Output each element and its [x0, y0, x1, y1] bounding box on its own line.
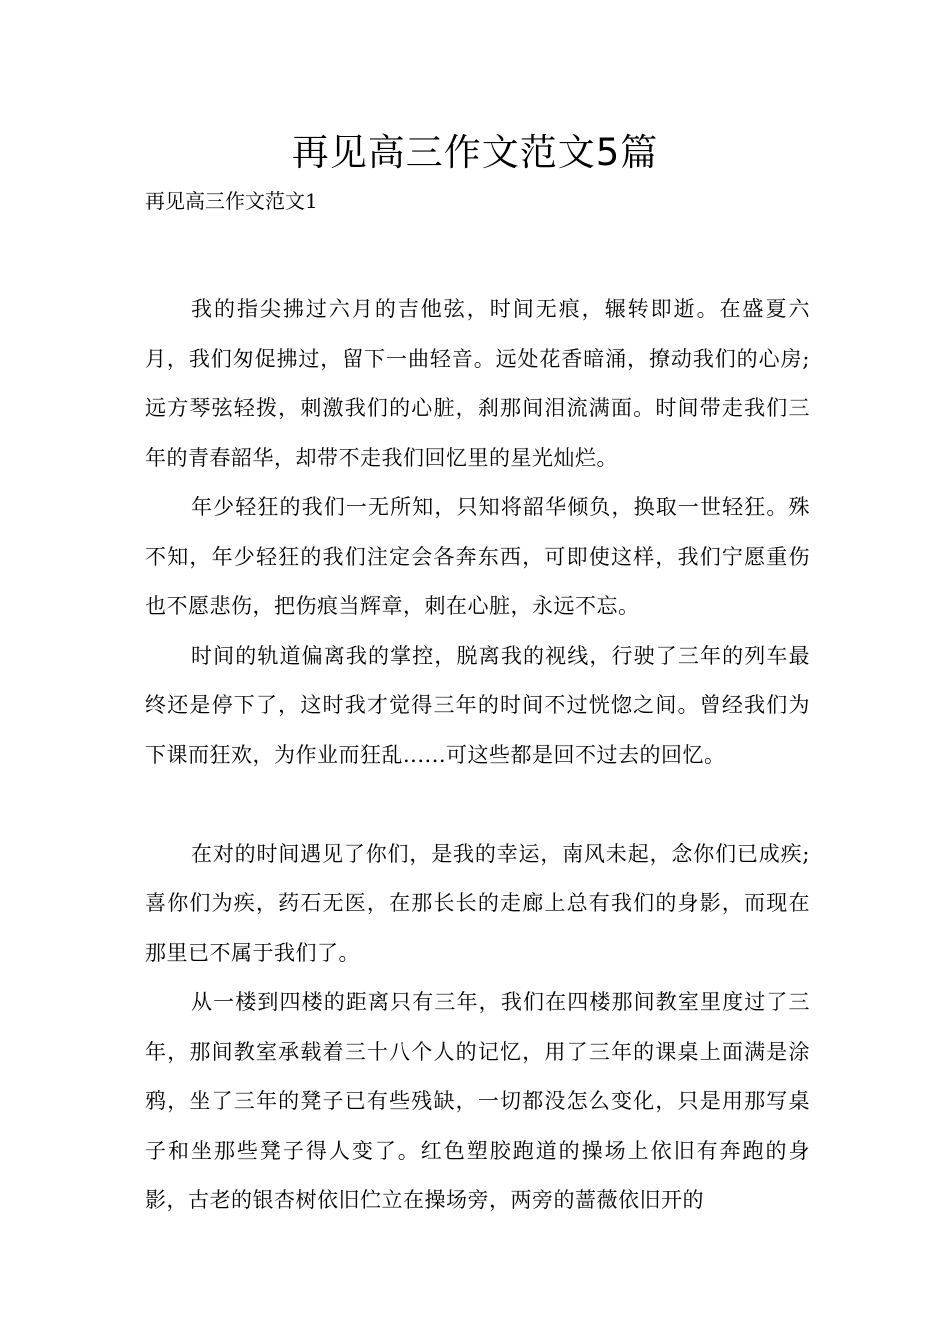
- document-subtitle: 再见高三作文范文1: [145, 189, 318, 213]
- paragraph-5: 从一楼到四楼的距离只有三年，我们在四楼那间教室里度过了三年，那间教室承载着三十八个人的记忆，用了三年的课桌上面满是涂鸦，坐了三年的凳子已有些残缺，一切都没怎么变化，只是用那写桌子和坐那些凳子得人变了。红色塑胶跑道的操场上依旧有奔跑的身影，古老的银杏树依旧伫立在操场旁，两旁的蔷薇依旧开的: [145, 990, 810, 1212]
- paragraph-gap: [145, 780, 810, 830]
- paragraph-4: 在对的时间遇见了你们，是我的幸运，南风未起，念你们已成疾;喜你们为疾，药石无医，在那长长的走廊上总有我们的身影，而现在那里已不属于我们了。: [145, 841, 810, 965]
- paragraph-1: 我的指尖拂过六月的吉他弦，时间无痕，辗转即逝。在盛夏六月，我们匆促拂过，留下一曲轻音。远处花香暗涌，撩动我们的心房;远方琴弦轻拨，刺激我们的心脏，刹那间泪流满面。时间带走我们三年的青春韶华，却带不走我们回忆里的星光灿烂。: [145, 297, 810, 470]
- document-title: 再见高三作文范文5篇: [291, 131, 659, 174]
- document-body: [145, 285, 810, 1226]
- paragraph-2: 年少轻狂的我们一无所知，只知将韶华倾负，换取一世轻狂。殊不知，年少轻狂的我们注定会各奔东西，可即使这样，我们宁愿重伤也不愿悲伤，把伤痕当辉章，刺在心脏，永远不忘。: [145, 495, 810, 618]
- paragraph-3: 时间的轨道偏离我的掌控，脱离我的视线，行驶了三年的列车最终还是停下了，这时我才觉得三年的时间不过恍惚之间。曾经我们为下课而狂欢，为作业而狂乱......可这些都是回不过去的回忆。: [145, 643, 810, 767]
